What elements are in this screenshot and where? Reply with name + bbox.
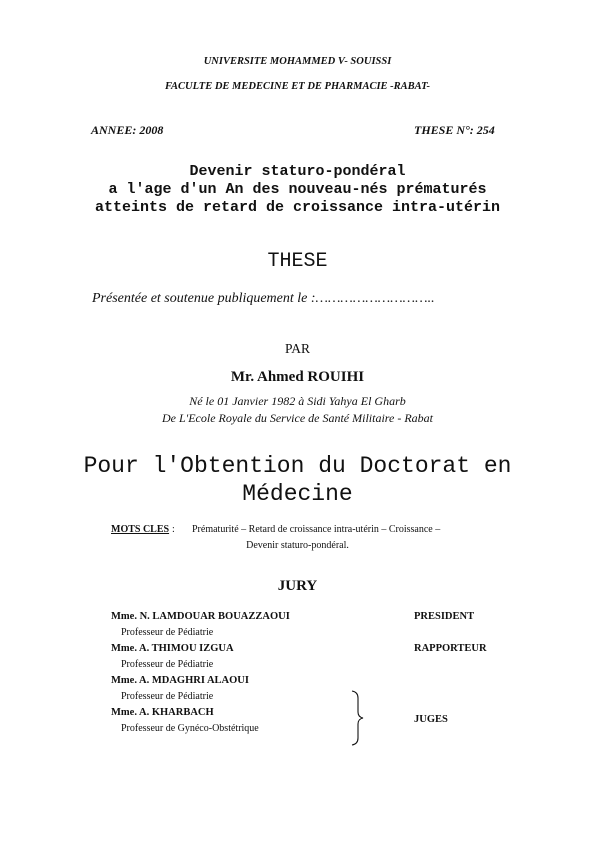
year-label: ANNEE: 2008 (91, 123, 164, 137)
author-birth: Né le 01 Janvier 1982 à Sidi Yahya El Gharb (189, 394, 406, 408)
jury-member-name: Mme. A. MDAGHRI ALAOUI (111, 675, 249, 686)
thesis-number: THESE N°: 254 (414, 123, 495, 137)
thesis-title-line-1: Devenir staturo-pondéral (189, 163, 406, 180)
obtention-line-1: Pour l'Obtention du Doctorat en (83, 453, 512, 479)
jury-member-name: Mme. A. KHARBACH (111, 707, 214, 718)
defense-date-line: Présentée et soutenue publiquement le :……………………….. (92, 291, 435, 306)
keywords-line-2: Devenir staturo-pondéral. (246, 540, 349, 551)
jury-member-title: Professeur de Pédiatrie (121, 627, 214, 638)
author-school: De L'Ecole Royale du Service de Santé Militaire - Rabat (161, 411, 434, 425)
jury-member-title: Professeur de Pédiatrie (121, 691, 214, 702)
jury-member-role: RAPPORTEUR (414, 643, 487, 654)
obtention-line-2: Médecine (242, 481, 353, 507)
author-name: Mr. Ahmed ROUIHI (230, 369, 365, 385)
faculty-name: FACULTE DE MEDECINE ET DE PHARMACIE -RABAT- (164, 81, 431, 92)
keywords-label-text: MOTS CLES (111, 524, 170, 535)
jury-member-name: Mme. N. LAMDOUAR BOUAZZAOUI (111, 611, 290, 622)
jury-brace (348, 690, 368, 746)
keywords-label (111, 524, 169, 535)
thesis-title-line-3: atteints de retard de croissance intra-utérin (94, 199, 501, 216)
these-heading: THESE (267, 250, 328, 273)
keywords-line-1: Prématurité – Retard de croissance intra-utérin – Croissance – (192, 524, 441, 535)
jury-member-title: Professeur de Pédiatrie (121, 659, 214, 670)
university-name: UNIVERSITE MOHAMMED V- SOUISSI (203, 56, 392, 67)
par-label: PAR (284, 341, 311, 356)
keywords-separator: : (172, 524, 175, 535)
jury-member-role: PRESIDENT (414, 611, 475, 622)
jury-member-title: Professeur de Gynéco-Obstétrique (121, 723, 259, 734)
thesis-title-line-2: a l'age d'un An des nouveau-nés prématurés (108, 181, 487, 198)
jury-heading: JURY (277, 578, 318, 594)
jury-member-name: Mme. A. THIMOU IZGUA (111, 643, 234, 654)
juges-label: JUGES (414, 714, 448, 725)
